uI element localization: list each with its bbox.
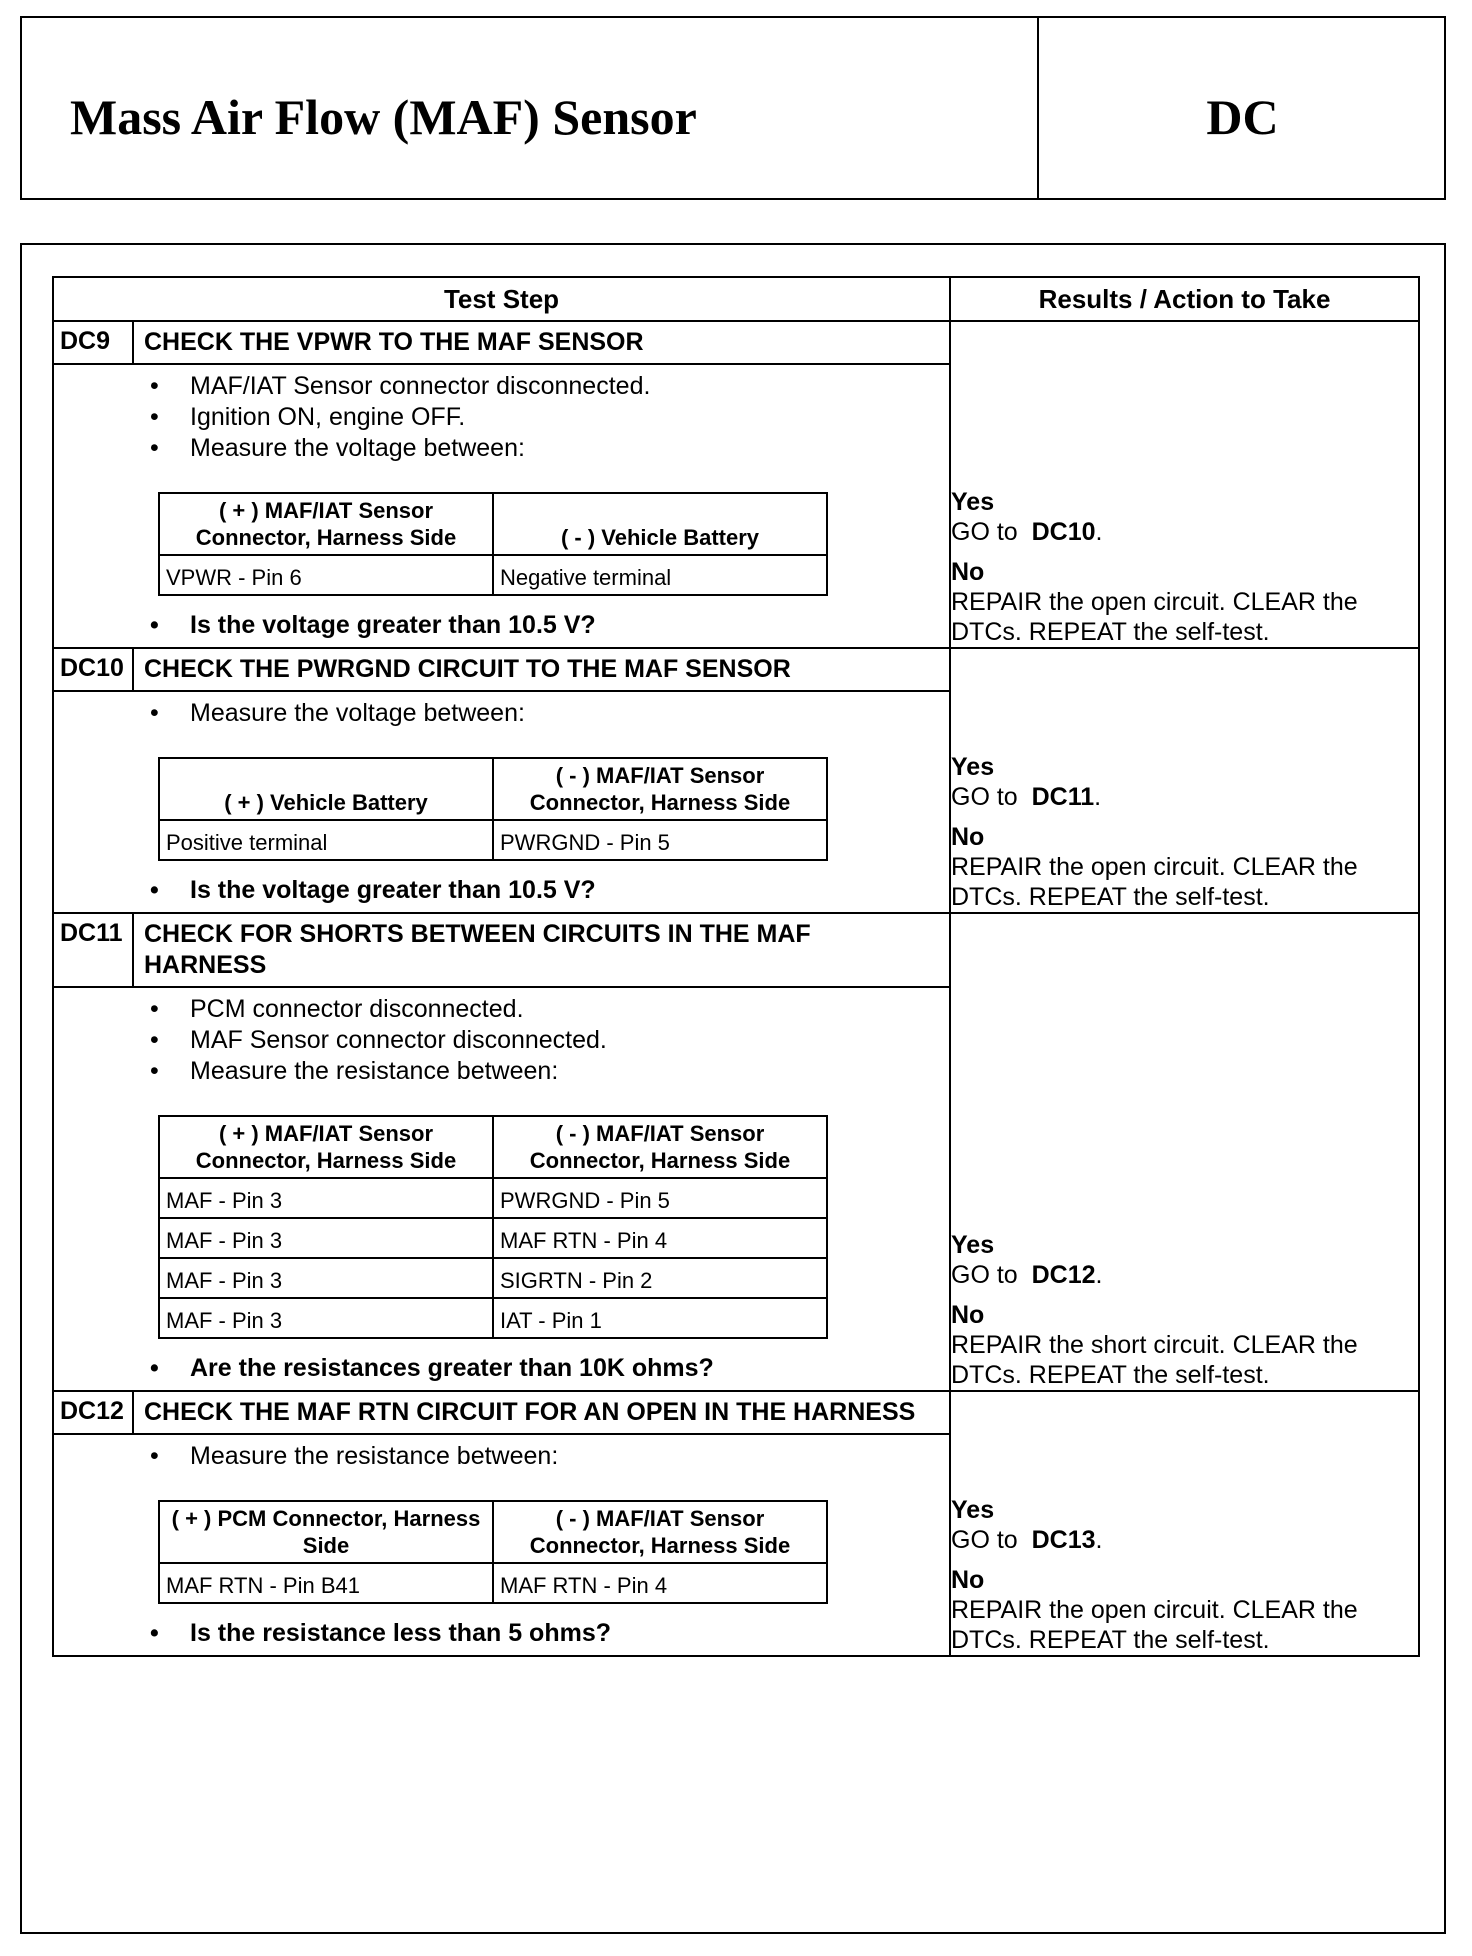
test-step-cell <box>53 1391 950 1656</box>
meas-row <box>159 1298 827 1338</box>
step-body <box>54 1435 949 1655</box>
yes-action-period: . <box>1094 783 1102 811</box>
no-label: No <box>951 558 985 586</box>
step-bullet: • MAF Sensor connector disconnected. <box>146 1025 949 1056</box>
col-header-test-step: Test Step <box>53 277 950 321</box>
step-link[interactable]: DC10 <box>1031 518 1096 546</box>
meas-header-positive: ( + ) MAF/IAT Sensor Connector, Harness Side <box>159 1116 493 1178</box>
meas-cell: IAT - Pin 1 <box>493 1298 827 1338</box>
meas-header-positive: ( + ) PCM Connector, Harness Side <box>159 1501 493 1563</box>
step-link[interactable]: DC13 <box>1031 1526 1096 1554</box>
yes-action <box>951 782 1418 812</box>
meas-cell: PWRGND - Pin 5 <box>493 820 827 860</box>
measurement-table <box>158 757 828 861</box>
no-label: No <box>951 1566 985 1594</box>
meas-row <box>159 1218 827 1258</box>
meas-row <box>159 1563 827 1603</box>
meas-cell: Negative terminal <box>493 555 827 595</box>
step-question: • Is the voltage greater than 10.5 V? <box>146 610 949 641</box>
step-header <box>54 322 949 365</box>
meas-row <box>159 555 827 595</box>
no-action: REPAIR the open circuit. CLEAR the DTCs. REPEAT the self-test. <box>951 588 1358 646</box>
meas-cell: MAF - Pin 3 <box>159 1218 493 1258</box>
yes-label: Yes <box>951 1496 995 1524</box>
meas-cell: MAF RTN - Pin 4 <box>493 1218 827 1258</box>
no-label: No <box>951 1301 985 1329</box>
page-title: Mass Air Flow (MAF) Sensor <box>70 89 697 145</box>
result-cell <box>950 648 1419 913</box>
step-body <box>54 365 949 647</box>
step-body <box>54 692 949 912</box>
meas-cell: VPWR - Pin 6 <box>159 555 493 595</box>
measurement-table <box>158 1115 828 1339</box>
step-title: CHECK THE PWRGND CIRCUIT TO THE MAF SENSOR <box>144 655 791 683</box>
yes-label: Yes <box>951 1231 995 1259</box>
meas-header-positive: ( + ) MAF/IAT Sensor Connector, Harness Side <box>159 493 493 555</box>
no-action: REPAIR the open circuit. CLEAR the DTCs. REPEAT the self-test. <box>951 1596 1358 1654</box>
meas-header-negative: ( - ) MAF/IAT Sensor Connector, Harness Side <box>493 758 827 820</box>
meas-cell: MAF RTN - Pin 4 <box>493 1563 827 1603</box>
step-link[interactable]: DC12 <box>1031 1261 1096 1289</box>
meas-row <box>159 820 827 860</box>
step-link[interactable]: DC11 <box>1031 783 1095 811</box>
step-row-dc10 <box>53 648 1419 913</box>
no-label: No <box>951 823 985 851</box>
step-row-dc11 <box>53 913 1419 1391</box>
page-header <box>20 16 1446 200</box>
step-header <box>54 1392 949 1435</box>
step-bullet: • PCM connector disconnected. <box>146 994 949 1025</box>
step-bullet: • Ignition ON, engine OFF. <box>146 402 949 433</box>
step-question: • Is the voltage greater than 10.5 V? <box>146 875 949 906</box>
yes-action <box>951 517 1418 547</box>
no-action: REPAIR the short circuit. CLEAR the DTCs. REPEAT the self-test. <box>951 1331 1358 1389</box>
meas-header-negative: ( - ) MAF/IAT Sensor Connector, Harness Side <box>493 1116 827 1178</box>
step-bullet: • Measure the resistance between: <box>146 1056 949 1087</box>
meas-cell: PWRGND - Pin 5 <box>493 1178 827 1218</box>
step-body <box>54 988 949 1390</box>
step-header <box>54 914 949 988</box>
yes-action-text: GO to <box>951 783 1018 811</box>
test-step-cell <box>53 321 950 648</box>
meas-header-positive: ( + ) Vehicle Battery <box>159 758 493 820</box>
step-header <box>54 649 949 692</box>
yes-label: Yes <box>951 488 995 516</box>
step-title: CHECK THE MAF RTN CIRCUIT FOR AN OPEN IN THE HARNESS <box>144 1398 916 1426</box>
measurement-table <box>158 1500 828 1604</box>
meas-cell: MAF - Pin 3 <box>159 1178 493 1218</box>
meas-cell: Positive terminal <box>159 820 493 860</box>
step-bullet: • Measure the resistance between: <box>146 1441 949 1472</box>
result-cell <box>950 321 1419 648</box>
meas-cell: MAF - Pin 3 <box>159 1298 493 1338</box>
test-step-cell <box>53 913 950 1391</box>
step-code: DC10 <box>54 649 134 690</box>
step-bullet: • MAF/IAT Sensor connector disconnected. <box>146 371 949 402</box>
yes-action-text: GO to <box>951 518 1018 546</box>
step-bullet: • Measure the voltage between: <box>146 698 949 729</box>
meas-row <box>159 1178 827 1218</box>
col-header-results: Results / Action to Take <box>950 277 1419 321</box>
test-step-table <box>52 276 1420 1657</box>
step-question: • Are the resistances greater than 10K ohms? <box>146 1353 949 1384</box>
step-question: • Is the resistance less than 5 ohms? <box>146 1618 949 1649</box>
yes-action <box>951 1525 1418 1555</box>
meas-cell: SIGRTN - Pin 2 <box>493 1258 827 1298</box>
section-code: DC <box>1206 89 1279 145</box>
yes-action-text: GO to <box>951 1526 1018 1554</box>
no-action: REPAIR the open circuit. CLEAR the DTCs. REPEAT the self-test. <box>951 853 1358 911</box>
result-cell <box>950 1391 1419 1656</box>
measurement-table <box>158 492 828 596</box>
step-code: DC9 <box>54 322 134 363</box>
step-code: DC11 <box>54 914 134 986</box>
test-step-cell <box>53 648 950 913</box>
step-title: CHECK THE VPWR TO THE MAF SENSOR <box>144 328 644 356</box>
step-bullet: • Measure the voltage between: <box>146 433 949 464</box>
meas-header-negative: ( - ) MAF/IAT Sensor Connector, Harness Side <box>493 1501 827 1563</box>
meas-header-negative: ( - ) Vehicle Battery <box>493 493 827 555</box>
yes-action <box>951 1260 1418 1290</box>
meas-cell: MAF RTN - Pin B41 <box>159 1563 493 1603</box>
step-code: DC12 <box>54 1392 134 1433</box>
table-header-row <box>53 277 1419 321</box>
step-row-dc9 <box>53 321 1419 648</box>
meas-cell: MAF - Pin 3 <box>159 1258 493 1298</box>
yes-action-text: GO to <box>951 1261 1018 1289</box>
step-title: CHECK FOR SHORTS BETWEEN CIRCUITS IN THE MAF HARNESS <box>144 920 811 979</box>
yes-label: Yes <box>951 753 995 781</box>
meas-row <box>159 1258 827 1298</box>
yes-action-period: . <box>1095 1261 1103 1289</box>
result-cell <box>950 913 1419 1391</box>
step-row-dc12 <box>53 1391 1419 1656</box>
yes-action-period: . <box>1095 1526 1103 1554</box>
yes-action-period: . <box>1095 518 1103 546</box>
